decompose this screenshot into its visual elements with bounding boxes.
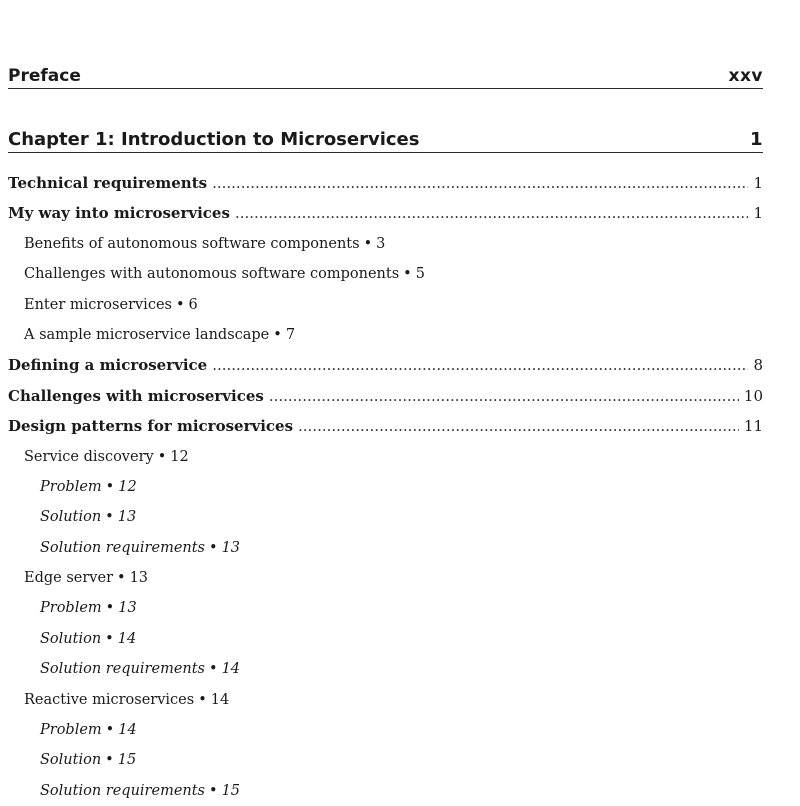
- bullet-separator: •: [175, 296, 185, 313]
- toc-entry-page: 15: [117, 752, 137, 769]
- toc-entry-page: 6: [188, 296, 198, 313]
- toc-entry-page: 8: [753, 356, 763, 375]
- toc-entry: [8, 624, 763, 654]
- toc-entry-page: 13: [118, 600, 137, 617]
- chapter-heading: [8, 121, 763, 153]
- dot-leader: [212, 350, 748, 380]
- toc-entry-page: 12: [170, 448, 189, 465]
- bullet-separator: •: [198, 691, 207, 708]
- toc-entry-title: Solution: [40, 752, 102, 769]
- toc-entry: [8, 533, 763, 563]
- bullet-separator: •: [209, 539, 218, 556]
- toc-entry-page: 14: [117, 630, 137, 647]
- toc-entry-page: 1: [753, 174, 763, 192]
- toc-entry-title: Reactive microservices: [24, 691, 195, 708]
- bullet-separator: •: [363, 235, 373, 252]
- toc-entry: [8, 290, 763, 320]
- toc-entry-page: 5: [415, 266, 425, 283]
- toc-entry: [8, 442, 763, 472]
- chapter-title: Chapter 1: Introduction to Microservices: [8, 129, 420, 150]
- toc-entry-title: Challenges with microservices: [8, 386, 264, 405]
- bullet-separator: •: [105, 600, 115, 617]
- toc-entry: [8, 502, 763, 532]
- toc-entry-title: Solution: [40, 509, 102, 526]
- toc-entry: [8, 685, 763, 715]
- toc-entry-page: 14: [118, 722, 137, 739]
- toc-entry-title: Design patterns for microservices: [8, 417, 294, 436]
- toc-entry-page: 13: [117, 509, 137, 526]
- preface-page-number: xxv: [728, 66, 763, 86]
- toc-entry: [8, 715, 763, 745]
- dot-leader: [298, 411, 739, 441]
- bullet-separator: •: [157, 448, 167, 465]
- toc-entry-page: 10: [743, 386, 763, 405]
- toc-entry-title: Edge server: [24, 570, 113, 587]
- bullet-separator: •: [209, 782, 218, 799]
- toc-entry: [8, 654, 763, 684]
- toc-entry: [8, 776, 763, 806]
- bullet-separator: •: [117, 570, 126, 587]
- bullet-separator: •: [105, 630, 114, 647]
- toc-entry-title: My way into microservices: [8, 204, 230, 223]
- toc-entry-title: Solution requirements: [40, 782, 206, 799]
- toc-entry: [8, 168, 763, 198]
- dot-leader: [235, 198, 749, 228]
- toc-entry: [8, 563, 763, 593]
- toc-entry: [8, 259, 763, 289]
- bullet-separator: •: [403, 266, 412, 283]
- toc-entry-page: 12: [118, 478, 137, 495]
- toc-entry: [8, 472, 763, 502]
- preface-heading: [8, 58, 763, 89]
- bullet-separator: •: [273, 326, 282, 343]
- toc-entry-page: 7: [285, 326, 296, 343]
- chapter-page-number: 1: [749, 129, 763, 150]
- toc-entry-title: Problem: [40, 478, 102, 495]
- toc-entry: [8, 350, 763, 380]
- toc-entry-title: Challenges with autonomous software components: [24, 266, 400, 283]
- toc-entry-page: 13: [221, 539, 241, 556]
- toc-entry: [8, 198, 763, 228]
- toc-entry-title: Enter microservices: [24, 296, 172, 313]
- toc-entry: [8, 229, 763, 259]
- bullet-separator: •: [105, 722, 115, 739]
- toc-entry-title: Benefits of autonomous software components: [24, 235, 360, 252]
- toc-entry-title: A sample microservice landscape: [24, 326, 270, 343]
- bullet-separator: •: [105, 752, 114, 769]
- bullet-separator: •: [209, 661, 218, 678]
- toc-entry-title: Problem: [40, 722, 102, 739]
- toc-entry-page: 14: [221, 661, 241, 678]
- toc-entry-title: Service discovery: [24, 448, 154, 465]
- toc-entry-title: Technical requirements: [8, 174, 208, 192]
- preface-title: Preface: [8, 66, 81, 86]
- toc-entry-title: Defining a microservice: [8, 356, 208, 375]
- toc-entry: [8, 320, 763, 350]
- dot-leader: [212, 168, 748, 198]
- dot-leader: [269, 381, 739, 411]
- toc-entry-title: Solution requirements: [40, 661, 206, 678]
- toc-entry: [8, 745, 763, 775]
- toc-entry-page: 14: [210, 691, 230, 708]
- toc-entry-page: 15: [221, 782, 241, 799]
- toc-entry-page: 13: [129, 570, 149, 587]
- toc-entry-title: Problem: [40, 600, 102, 617]
- bullet-separator: •: [105, 478, 115, 495]
- toc-entry-title: Solution: [40, 630, 102, 647]
- toc-entry-page: 1: [753, 204, 763, 223]
- toc-entry-page: 3: [376, 235, 386, 252]
- bullet-separator: •: [105, 509, 114, 526]
- toc-entry-title: Solution requirements: [40, 539, 206, 556]
- toc-entry: [8, 593, 763, 623]
- toc-entry: [8, 411, 763, 441]
- toc-entry-page: 11: [743, 417, 763, 436]
- toc-entries: [8, 168, 763, 806]
- toc-entry: [8, 381, 763, 411]
